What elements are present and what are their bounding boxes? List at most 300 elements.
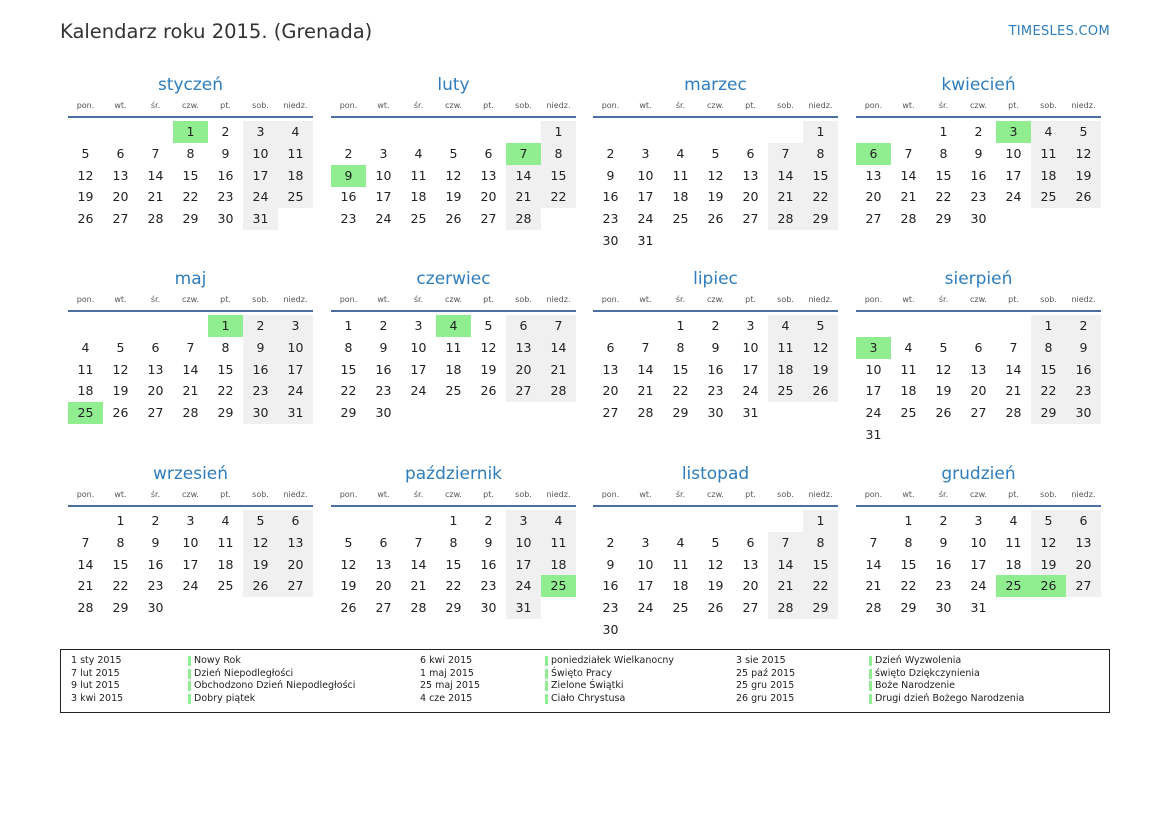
- day-cell: 6: [484, 145, 493, 161]
- day-cell: 29: [935, 211, 952, 227]
- weekday-label: pt.: [745, 490, 756, 499]
- day-cell: 24: [1005, 189, 1022, 205]
- day-cell: 7: [904, 145, 913, 161]
- day-cell: 13: [112, 167, 129, 183]
- month-name: grudzień: [941, 464, 1016, 484]
- day-cell: 8: [676, 339, 685, 355]
- day-cell: 14: [506, 165, 541, 187]
- day-cell: 1: [676, 318, 685, 333]
- day-cell: 10: [182, 534, 199, 550]
- day-cell: 22: [672, 383, 689, 399]
- day-cell: 18: [541, 554, 576, 576]
- day-cell: 1: [803, 121, 838, 143]
- holiday-day-cell: 9: [331, 165, 366, 187]
- day-cell: 8: [186, 145, 195, 161]
- day-cell: 15: [803, 554, 838, 576]
- day-cell: 17: [742, 361, 759, 377]
- day-cell: 30: [375, 405, 392, 421]
- day-cell: 23: [970, 189, 987, 205]
- day-cell: 11: [1031, 143, 1066, 165]
- day-cell: 18: [672, 189, 689, 205]
- day-cell: 6: [379, 534, 388, 550]
- day-cell: 13: [1066, 532, 1101, 554]
- day-cell: 18: [217, 556, 234, 572]
- day-cell: 28: [865, 600, 882, 616]
- day-cell: 4: [278, 121, 313, 143]
- weekday-label: czw.: [707, 295, 724, 304]
- day-cell: 4: [1009, 513, 1018, 528]
- day-cell: 17: [637, 578, 654, 594]
- month-divider: [68, 310, 313, 312]
- day-cell: 25: [768, 380, 803, 402]
- day-cell: 16: [935, 556, 952, 572]
- day-cell: 14: [1005, 361, 1022, 377]
- day-cell: 14: [768, 554, 803, 576]
- day-cell: 28: [147, 211, 164, 227]
- day-cell: 23: [707, 383, 724, 399]
- weekday-label: niedz.: [283, 101, 308, 110]
- day-cell: 20: [147, 383, 164, 399]
- day-cell: 24: [637, 600, 654, 616]
- day-cell: 23: [147, 578, 164, 594]
- day-cell: 29: [1031, 402, 1066, 424]
- day-cell: 1: [116, 513, 125, 528]
- holiday-day-cell: 7: [506, 143, 541, 165]
- day-cell: 25: [410, 211, 427, 227]
- day-cell: 26: [112, 405, 129, 421]
- day-cell: 2: [484, 513, 493, 528]
- weekday-label: wt.: [114, 295, 127, 304]
- weekday-label: czw.: [445, 490, 462, 499]
- month-name: kwiecień: [941, 75, 1016, 95]
- weekday-label: czw.: [445, 101, 462, 110]
- day-cell: 5: [711, 534, 720, 550]
- day-cell: 11: [278, 143, 313, 165]
- day-cell: 19: [112, 383, 129, 399]
- day-cell: 2: [1066, 315, 1101, 337]
- day-cell: 23: [375, 383, 392, 399]
- month-name: lipiec: [693, 269, 738, 289]
- day-cell: 22: [803, 575, 838, 597]
- weekday-label: pt.: [483, 490, 494, 499]
- page-title: Kalendarz roku 2015. (Grenada): [60, 20, 373, 43]
- day-cell: 8: [803, 532, 838, 554]
- day-cell: 16: [970, 167, 987, 183]
- day-cell: 22: [1031, 380, 1066, 402]
- day-cell: 2: [243, 315, 278, 337]
- day-cell: 21: [900, 189, 917, 205]
- weekday-label: pon.: [864, 295, 883, 304]
- day-cell: 20: [970, 383, 987, 399]
- day-cell: 30: [602, 233, 619, 248]
- day-cell: 24: [243, 186, 278, 208]
- day-cell: 10: [375, 167, 392, 183]
- day-cell: 22: [935, 189, 952, 205]
- day-cell: 17: [243, 165, 278, 187]
- day-cell: 18: [672, 578, 689, 594]
- day-cell: 9: [379, 339, 388, 355]
- weekday-label: pon.: [339, 101, 358, 110]
- day-cell: 27: [742, 211, 759, 227]
- month-name: maj: [174, 269, 207, 289]
- day-cell: 23: [602, 211, 619, 227]
- day-cell: 29: [803, 597, 838, 619]
- weekday-label: wt.: [639, 295, 652, 304]
- day-cell: 11: [900, 361, 917, 377]
- month-divider: [331, 505, 576, 507]
- day-cell: 1: [803, 510, 838, 532]
- legend-date: 9 lut 2015: [71, 680, 120, 692]
- day-cell: 14: [865, 556, 882, 572]
- month-8: [856, 269, 1101, 459]
- day-cell: 10: [506, 532, 541, 554]
- day-cell: 25: [672, 211, 689, 227]
- legend-holiday-name: święto Dziękczynienia: [869, 668, 980, 681]
- day-cell: 16: [1066, 359, 1101, 381]
- weekday-label: pt.: [1008, 101, 1019, 110]
- weekday-label: śr.: [150, 490, 161, 499]
- weekday-label: sob.: [252, 101, 269, 110]
- weekday-label: czw.: [182, 490, 199, 499]
- day-cell: 20: [278, 554, 313, 576]
- day-cell: 24: [375, 211, 392, 227]
- day-cell: 30: [480, 600, 497, 616]
- day-cell: 16: [243, 359, 278, 381]
- day-cell: 12: [707, 167, 724, 183]
- day-cell: 25: [445, 383, 462, 399]
- weekday-label: pon.: [76, 490, 95, 499]
- weekday-label: sob.: [515, 490, 532, 499]
- day-cell: 6: [151, 339, 160, 355]
- day-cell: 3: [641, 145, 650, 161]
- weekday-label: śr.: [938, 490, 949, 499]
- day-cell: 20: [742, 189, 759, 205]
- day-cell: 15: [1031, 359, 1066, 381]
- day-cell: 23: [1066, 380, 1101, 402]
- month-11: [593, 464, 838, 654]
- day-cell: 3: [278, 315, 313, 337]
- day-cell: 7: [869, 534, 878, 550]
- day-cell: 3: [974, 513, 983, 528]
- day-cell: 29: [340, 405, 357, 421]
- day-cell: 15: [803, 165, 838, 187]
- weekday-label: sob.: [777, 101, 794, 110]
- day-cell: 13: [970, 361, 987, 377]
- day-cell: 29: [217, 405, 234, 421]
- month-3: [593, 75, 838, 265]
- day-cell: 7: [768, 143, 803, 165]
- month-name: sierpień: [944, 269, 1013, 289]
- day-cell: 21: [768, 575, 803, 597]
- day-cell: 28: [900, 211, 917, 227]
- weekday-label: pon.: [864, 490, 883, 499]
- weekday-label: śr.: [938, 295, 949, 304]
- day-cell: 2: [606, 145, 615, 161]
- weekday-label: pon.: [339, 490, 358, 499]
- day-cell: 5: [1031, 510, 1066, 532]
- day-cell: 15: [112, 556, 129, 572]
- day-cell: 1: [449, 513, 458, 528]
- weekday-label: pt.: [745, 295, 756, 304]
- day-cell: 7: [151, 145, 160, 161]
- day-cell: 7: [768, 532, 803, 554]
- month-name: czerwiec: [416, 269, 491, 289]
- weekday-label: niedz.: [1071, 101, 1096, 110]
- day-cell: 21: [182, 383, 199, 399]
- day-cell: 13: [147, 361, 164, 377]
- day-cell: 18: [77, 383, 94, 399]
- day-cell: 22: [112, 578, 129, 594]
- day-cell: 28: [182, 405, 199, 421]
- day-cell: 21: [637, 383, 654, 399]
- day-cell: 19: [935, 383, 952, 399]
- day-cell: 13: [742, 556, 759, 572]
- day-cell: 12: [803, 337, 838, 359]
- day-cell: 24: [410, 383, 427, 399]
- month-10: [331, 464, 576, 654]
- day-cell: 31: [865, 427, 882, 442]
- weekday-label: śr.: [413, 490, 424, 499]
- day-cell: 19: [340, 578, 357, 594]
- day-cell: 5: [711, 145, 720, 161]
- day-cell: 18: [1005, 556, 1022, 572]
- holiday-day-cell: 4: [436, 315, 471, 337]
- day-cell: 28: [768, 597, 803, 619]
- day-cell: 26: [480, 383, 497, 399]
- legend-date: 25 paź 2015: [736, 667, 796, 679]
- day-cell: 11: [217, 534, 234, 550]
- day-cell: 13: [375, 556, 392, 572]
- day-cell: 28: [506, 208, 541, 230]
- day-cell: 31: [637, 233, 654, 248]
- day-cell: 25: [900, 405, 917, 421]
- legend-holiday-name: poniedziałek Wielkanocny: [545, 655, 674, 668]
- weekday-label: czw.: [707, 101, 724, 110]
- day-cell: 3: [414, 318, 423, 333]
- day-cell: 21: [147, 189, 164, 205]
- weekday-label: wt.: [377, 101, 390, 110]
- day-cell: 20: [375, 578, 392, 594]
- day-cell: 5: [449, 145, 458, 161]
- day-cell: 5: [803, 315, 838, 337]
- month-name: styczeń: [157, 75, 224, 95]
- day-cell: 9: [974, 145, 983, 161]
- day-cell: 30: [970, 211, 987, 227]
- day-cell: 5: [116, 339, 125, 355]
- day-cell: 2: [344, 145, 353, 161]
- day-cell: 9: [939, 534, 948, 550]
- day-cell: 25: [217, 578, 234, 594]
- day-cell: 13: [865, 167, 882, 183]
- day-cell: 31: [742, 405, 759, 421]
- holiday-legend: [60, 649, 1110, 713]
- day-cell: 7: [541, 315, 576, 337]
- day-cell: 16: [602, 578, 619, 594]
- month-divider: [331, 310, 576, 312]
- weekday-label: śr.: [150, 295, 161, 304]
- day-cell: 10: [742, 339, 759, 355]
- day-cell: 23: [602, 600, 619, 616]
- day-cell: 6: [1066, 510, 1101, 532]
- day-cell: 28: [768, 208, 803, 230]
- day-cell: 1: [1031, 315, 1066, 337]
- day-cell: 21: [77, 578, 94, 594]
- day-cell: 26: [77, 211, 94, 227]
- weekday-label: niedz.: [283, 295, 308, 304]
- month-9: [68, 464, 313, 654]
- day-cell: 4: [541, 510, 576, 532]
- weekday-label: pt.: [1008, 490, 1019, 499]
- day-cell: 22: [445, 578, 462, 594]
- day-cell: 23: [935, 578, 952, 594]
- month-12: [856, 464, 1101, 654]
- day-cell: 15: [541, 165, 576, 187]
- day-cell: 12: [1066, 143, 1101, 165]
- day-cell: 20: [506, 359, 541, 381]
- day-cell: 14: [182, 361, 199, 377]
- weekday-label: pt.: [483, 101, 494, 110]
- day-cell: 4: [1031, 121, 1066, 143]
- month-2: [331, 75, 576, 265]
- month-6: [331, 269, 576, 459]
- legend-holiday-name: Obchodzono Dzień Niepodległości: [188, 680, 355, 693]
- day-cell: 26: [340, 600, 357, 616]
- month-5: [68, 269, 313, 459]
- day-cell: 14: [77, 556, 94, 572]
- day-cell: 16: [707, 361, 724, 377]
- weekday-label: niedz.: [808, 101, 833, 110]
- day-cell: 17: [375, 189, 392, 205]
- weekday-label: pon.: [76, 295, 95, 304]
- day-cell: 1: [541, 121, 576, 143]
- weekday-label: pon.: [864, 101, 883, 110]
- day-cell: 9: [221, 145, 230, 161]
- day-cell: 15: [340, 361, 357, 377]
- day-cell: 9: [1066, 337, 1101, 359]
- weekday-label: wt.: [639, 490, 652, 499]
- day-cell: 9: [606, 167, 615, 183]
- day-cell: 9: [606, 556, 615, 572]
- day-cell: 28: [410, 600, 427, 616]
- day-cell: 1: [904, 513, 913, 528]
- weekday-label: wt.: [902, 490, 915, 499]
- day-cell: 6: [746, 534, 755, 550]
- day-cell: 2: [221, 124, 230, 139]
- day-cell: 11: [410, 167, 427, 183]
- day-cell: 8: [803, 143, 838, 165]
- legend-date: 4 cze 2015: [420, 693, 473, 705]
- day-cell: 30: [243, 402, 278, 424]
- brand-logo[interactable]: TIMESLES.COM: [1008, 24, 1110, 39]
- day-cell: 13: [506, 337, 541, 359]
- weekday-label: pt.: [220, 490, 231, 499]
- day-cell: 10: [865, 361, 882, 377]
- day-cell: 12: [340, 556, 357, 572]
- day-cell: 9: [711, 339, 720, 355]
- weekday-label: pt.: [1008, 295, 1019, 304]
- day-cell: 20: [480, 189, 497, 205]
- day-cell: 7: [414, 534, 423, 550]
- day-cell: 6: [746, 145, 755, 161]
- day-cell: 3: [186, 513, 195, 528]
- day-cell: 10: [970, 534, 987, 550]
- day-cell: 11: [1005, 534, 1022, 550]
- day-cell: 27: [970, 405, 987, 421]
- day-cell: 14: [900, 167, 917, 183]
- day-cell: 22: [217, 383, 234, 399]
- day-cell: 20: [865, 189, 882, 205]
- weekday-label: wt.: [902, 101, 915, 110]
- day-cell: 18: [445, 361, 462, 377]
- day-cell: 30: [147, 600, 164, 616]
- day-cell: 12: [112, 361, 129, 377]
- day-cell: 28: [77, 600, 94, 616]
- day-cell: 3: [243, 121, 278, 143]
- day-cell: 11: [768, 337, 803, 359]
- day-cell: 6: [116, 145, 125, 161]
- legend-date: 1 sty 2015: [71, 655, 122, 666]
- day-cell: 17: [182, 556, 199, 572]
- day-cell: 19: [707, 189, 724, 205]
- day-cell: 20: [112, 189, 129, 205]
- holiday-day-cell: 25: [68, 402, 103, 424]
- day-cell: 21: [768, 186, 803, 208]
- day-cell: 13: [278, 532, 313, 554]
- day-cell: 26: [935, 405, 952, 421]
- weekday-label: sob.: [1040, 490, 1057, 499]
- weekday-label: sob.: [252, 295, 269, 304]
- day-cell: 24: [506, 575, 541, 597]
- weekday-label: wt.: [377, 295, 390, 304]
- holiday-day-cell: 1: [173, 121, 208, 143]
- weekday-label: pon.: [601, 101, 620, 110]
- legend-holiday-name: Zielone Świątki: [545, 680, 623, 693]
- day-cell: 6: [606, 339, 615, 355]
- day-cell: 2: [711, 318, 720, 333]
- day-cell: 3: [379, 145, 388, 161]
- day-cell: 27: [375, 600, 392, 616]
- weekday-label: pon.: [339, 295, 358, 304]
- day-cell: 31: [278, 402, 313, 424]
- legend-date: 3 sie 2015: [736, 655, 786, 666]
- day-cell: 9: [243, 337, 278, 359]
- day-cell: 5: [243, 510, 278, 532]
- day-cell: 17: [970, 556, 987, 572]
- day-cell: 24: [637, 211, 654, 227]
- day-cell: 19: [445, 189, 462, 205]
- day-cell: 6: [278, 510, 313, 532]
- day-cell: 29: [112, 600, 129, 616]
- day-cell: 17: [865, 383, 882, 399]
- day-cell: 11: [672, 167, 689, 183]
- day-cell: 14: [637, 361, 654, 377]
- weekday-label: sob.: [515, 101, 532, 110]
- day-cell: 31: [970, 600, 987, 616]
- day-cell: 4: [676, 145, 685, 161]
- weekday-label: pon.: [601, 295, 620, 304]
- legend-holiday-name: Ciało Chrystusa: [545, 693, 625, 706]
- day-cell: 18: [768, 359, 803, 381]
- weekday-label: niedz.: [1071, 490, 1096, 499]
- month-name: wrzesień: [152, 464, 229, 484]
- day-cell: 2: [974, 124, 983, 139]
- day-cell: 4: [81, 339, 90, 355]
- weekday-label: czw.: [970, 490, 987, 499]
- holiday-day-cell: 26: [1031, 575, 1066, 597]
- day-cell: 16: [340, 189, 357, 205]
- day-cell: 2: [379, 318, 388, 333]
- weekday-label: wt.: [377, 490, 390, 499]
